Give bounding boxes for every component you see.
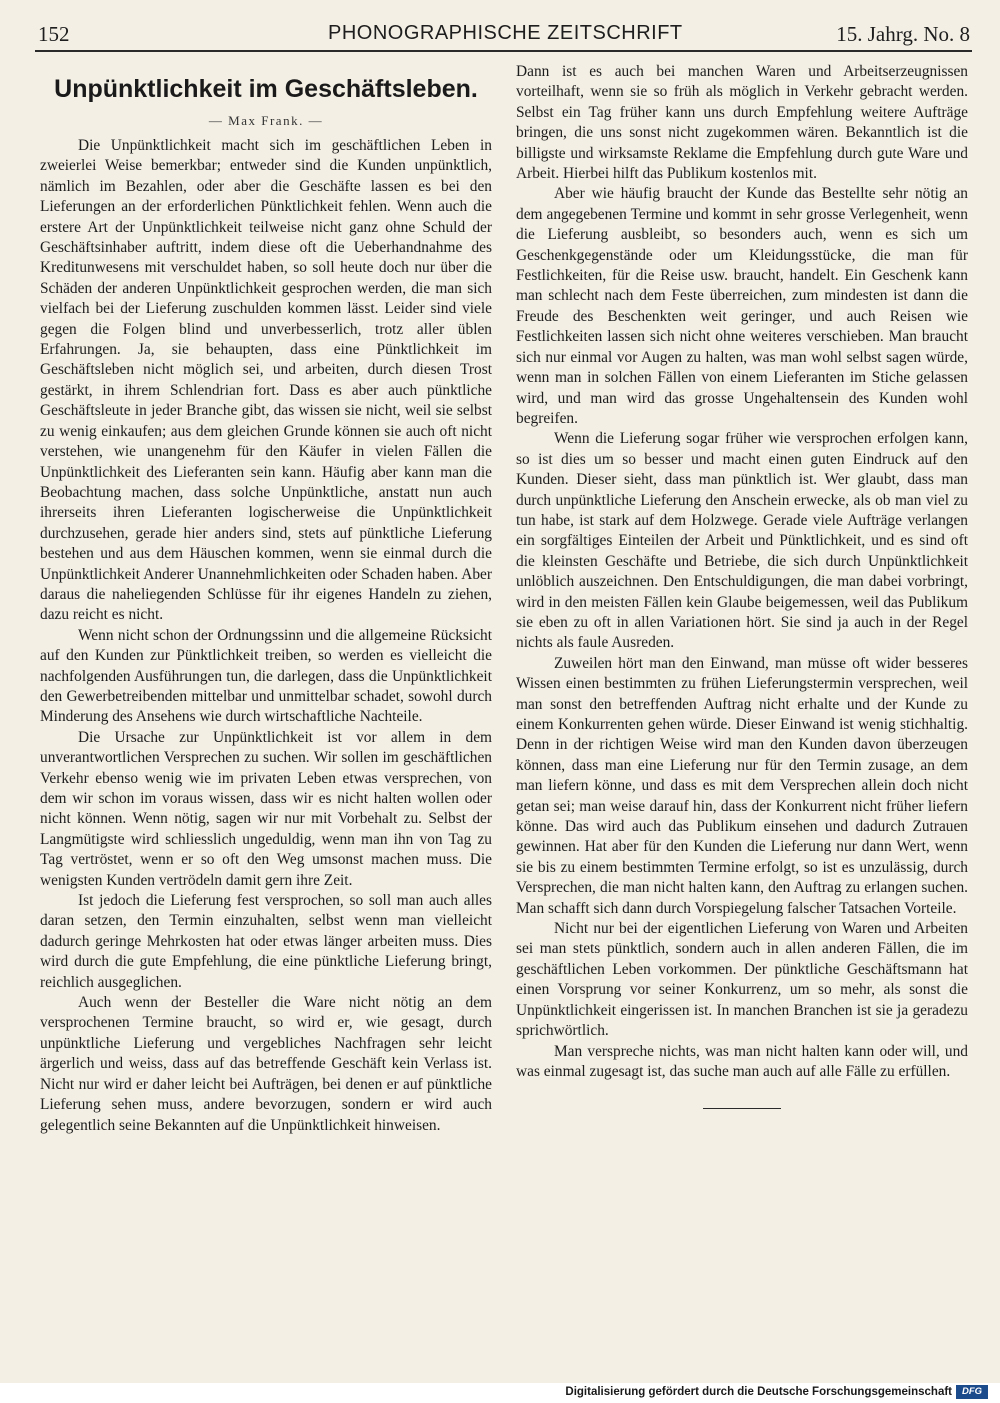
left-column [40,62,492,1136]
issue-label: 15. Jahrg. No. 8 [836,22,970,46]
paragraph: Ist jedoch die Lieferung fest versprochen, so soll man auch alles daran setzen, den Termin einzuhalten, selbst wenn man vielleicht dadurch geringe Mehrkosten hat oder etwas länger arbeiten muss. Dies wird durch die gute Empfehlung, die eine pünktliche Lieferung bringt, reichlich ausgeglichen. [40,892,492,991]
paragraph: Die Ursache zur Unpünktlichkeit ist vor allem in dem unverantwortlichen Versprechen zu suchen. Wir sollen im geschäftlichen Verkehr ebenso wenig wie im privaten Leben etwas versprechen, von dem wir schon im voraus wissen, dass wir es nicht halten wollen oder nicht können. Wenn nötig, sagen wir nur mit Vorbehalt zu. Selbst der Langmütigste wird schliesslich ungeduldig, wenn man ihn von Tag zu Tag vertröstet, wenn er so oft den Weg umsonst machen muss. Die wenigsten Kunden vertrödeln damit gern ihre Zeit. [40,728,492,889]
paragraph: Zuweilen hört man den Einwand, man müsse oft wider besseres Wissen einen bestimmten zu frühen Lieferungstermin versprechen, weil man sonst den betreffenden Auftrag nicht erhalte und der Kunde zu einem Konkurrenten gehen würde. Dieser Einwand ist wenig stichhaltig. Denn in der richtigen Weise wird man den Kunden davon überzeugen können, dass man eine Lieferung nur für den Termin zusage, an dem man liefern könne, und dass es mit dem Versprechen allein doch nicht getan sei; man weise darauf hin, dass der Konkurrent nicht früher liefern könne. Das wird auch das Publikum einsehen und dadurch Zutrauen gewinnen. Hat aber für den Kunden die Lieferung nur dann Wert, wenn sie bis zu einem bestimmten Termine erfolgt, so ist es unzulässig, durch Versprechen, die man nicht halten kann, den Auftrag zu erlangen suchen. Man schafft sich dann durch Vorspiegelung falscher Tatsachen Vorteile. [516,654,968,917]
paragraph: Auch wenn der Besteller die Ware nicht nötig an dem versprochenen Termine braucht, so wird er, wie gesagt, durch unpünktliche Lieferung und vergebliches Nachfragen sehr leicht ärgerlich und weiss, dass auf das betreffende Geschäft kein Verlass ist. Nicht nur wird er daher leicht bei Aufträgen, bei denen er auf pünktliche Lieferung sehen muss, andere bevorzugen, sondern er wird auch gelegentlich seine Bekannten auf die Unpünktlichkeit hinweisen. [40,994,492,1134]
footer-bar [0,1383,1000,1403]
dfg-logo: DFG [956,1385,988,1399]
header-rule [35,50,972,52]
page-number: 152 [38,22,70,46]
page-header [38,14,970,54]
paragraph: Die Unpünktlichkeit macht sich im geschäftlichen Leben in zweierlei Weise bemerkbar; entweder sind die Kunden unpünktlich, nämlich im Bezahlen, oder aber die Geschäfte lassen es bei den Lieferungen an der erforderlichen Pünktlichkeit fehlen. Wenn auch die erstere Art der Unpünktlichkeit teilweise nicht ganz ohne Schuld der Geschäftsinhaber auftritt, indem diese oft die Ueberhandnahme des Kreditunwesens mit verschuldet haben, so soll heute doch nur über die Schäden der anderen Unpünktlichkeit gesprochen werden, die man sich vielfach bei der Lieferung zuschulden kommen lässt. Leider sind viele gegen die Folgen blind und unverbesserlich, trotz aller üblen Erfahrungen. Ja, sie behaupten, dass eine Pünktlichkeit im Geschäftsleben nicht möglich sei, und arbeiten, durch diesen Trost gestärkt, in ihrem Schlendrian fort. Dass es aber auch pünktliche Geschäftsleute in jeder Branche gibt, das wissen sie nicht, weil sie selbst zu wenig einkaufen; aus dem gleichen Grunde können sie auch oft nicht verstehen, wie unangenehm für den Käufer in vielen Fällen die Unpünktlichkeit des Lieferanten sein kann. Häufig aber kann man die Beobachtung machen, dass solche Unpünktliche, anstatt nun auch ihrerseits ihren Lieferanten logischerweise die Unpünktlichkeit durchzusehen, gerade hier anders sind, stets auf pünktliche Lieferung bestehen und aus dem Häuschen kommen, wenn sie einmal durch die Unpünktlichkeit Anderer Unannehmlichkeiten oder Schaden haben. Aber daraus die naheliegenden Schlüsse für ihr eigenes Handeln zu ziehen, dazu reicht es nicht. [40,137,492,624]
right-column [516,62,968,1109]
end-rule [703,1108,781,1109]
paragraph: Nicht nur bei der eigentlichen Lieferung von Waren und Arbeiten sei man stets pünktlich, sondern auch in allen anderen Fällen, die im geschäftlichen Leben vorkommen. Der pünktliche Geschäftsmann hat einen Vorsprung vor seiner Konkurrenz, um so mehr, als sonst die Unpünktlichkeit eingerissen ist. In manchen Branchen ist sie ja geradezu sprichwörtlich. [516,920,968,1040]
paragraph: Aber wie häufig braucht der Kunde das Bestellte sehr nötig an dem angegebenen Termine und kommt in sehr grosse Verlegenheit, wenn die Lieferung ausbleibt, so besonders auch, wenn es sich um Geschenkgegenstände oder um Kleidungsstücke, die man für Festlichkeiten, für die Reise usw. braucht, handelt. Ein Geschenk kann man schlecht nach dem Feste überreichen, zum mindesten ist dann die Freude des Beschenkten weit geringer, und auch Reisen wie Festlichkeiten lassen sich nicht ohne weiteres verschieben. Man braucht sich nur einmal vor Augen zu halten, was man wohl selbst sagen würde, wenn man in solchen Fällen von einem Lieferanten im Stiche gelassen wird, und man wird das grosse Ungehaltensein des Kunden wohl begreifen. [516,185,968,427]
paragraph: Wenn die Lieferung sogar früher wie versprochen erfolgen kann, so ist dies um so besser und macht einen guten Eindruck auf den Kunden. Dieser sieht, dass man pünktlich ist. Wer glaubt, dass man durch unpünktliche Lieferung den Anschein erwecke, als ob man viel zu tun habe, ist stark auf dem Holzwege. Gerade viele Aufträge verlangen ein sorgfältiges Einteilen der Arbeit und Pünktlichkeit, und es sind oft die kleinsten Geschäfte und Betriebe, die sich durch Unpünktlichkeit unlöblich auszeichnen. Den Entschuldigungen, die man dabei vorbringt, wird in den meisten Fällen kein Glaube beigemessen, weil das Publikum sie eben zu oft in allen Variationen hört. Sie sind ja auch in der Regel nichts als faule Ausreden. [516,430,968,652]
article-title: Unpünktlichkeit im Geschäftsleben. [54,75,478,103]
journal-title: PHONOGRAPHISCHE ZEITSCHRIFT [328,22,683,44]
paragraph: Dann ist es auch bei manchen Waren und Arbeitserzeugnissen vorteilhaft, wenn sie so früh als möglich in Verkehr gebracht werden. Selbst ein Tag früher kann uns durch Empfehlung weitere Aufträge bringen, die uns sonst nicht zugekommen wären. Bekanntlich ist die billigste und wirksamste Reklame die Empfehlung durch gute Ware und Arbeit. Hierbei hilft das Publikum kostenlos mit. [516,63,968,183]
paragraph: Wenn nicht schon der Ordnungssinn und die allgemeine Rücksicht auf den Kunden zur Pünktlichkeit treiben, so werden es vielleicht die nachfolgenden Ausführungen tun, die darlegen, dass die Unpünktlichkeit den Gewerbetreibenden mittelbar und unmittelbar schadet, sowohl durch Minderung des Ansehens wie durch wirtschaftliche Nachteile. [40,626,492,726]
article-author: — Max Frank. — [208,113,324,128]
paragraph: Man verspreche nichts, was man nicht halten kann oder will, und was einmal zugesagt ist, das suche man auch auf alle Fälle zu erfüllen. [516,1042,968,1080]
dfg-credit: Digitalisierung gefördert durch die Deutsche Forschungsgemeinschaft [565,1386,952,1398]
